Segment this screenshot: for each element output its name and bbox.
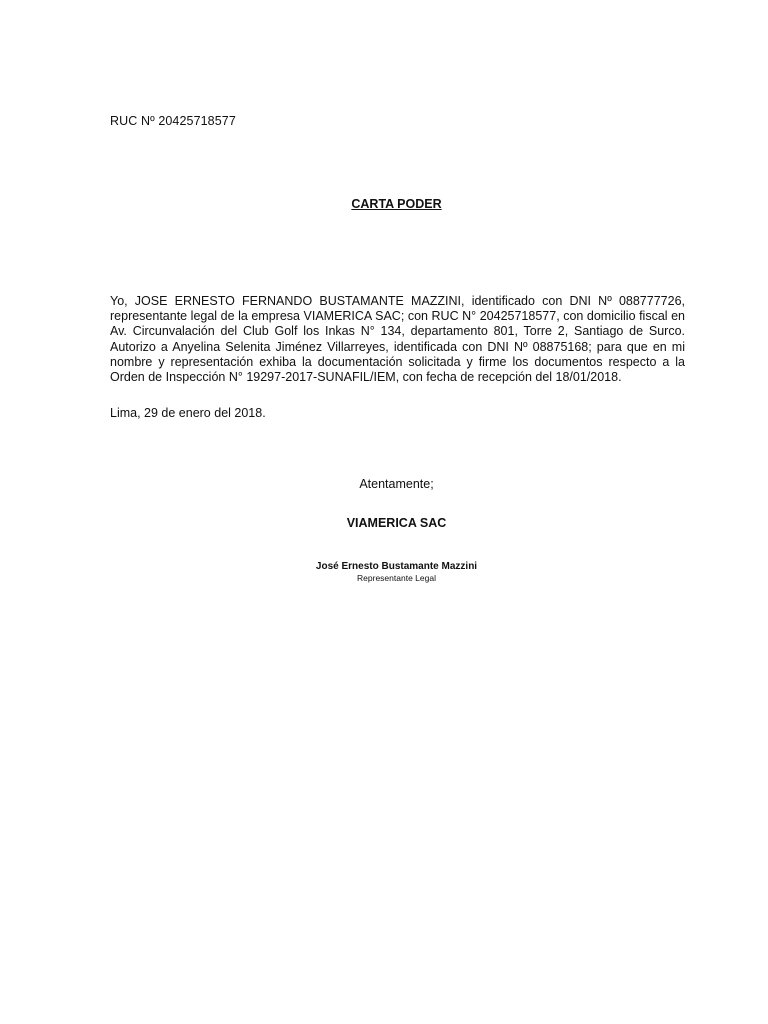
document-title: CARTA PODER [351,197,442,211]
body-paragraph: Yo, JOSE ERNESTO FERNANDO BUSTAMANTE MAZZINI, identificado con DNI Nº 088777726, representante legal de la empresa VIAMERICA SAC; con RUC N° 20425718577, con domicilio fiscal en Av. Circunvalación del Club Golf los Inkas N° 134, departamento 801, Torre 2, Santiago de Surco. Autorizo a Anyelina Selenita Jiménez Villarreyes, identificada con DNI Nº 08875168; para que en mi nombre y representación exhiba la documentación solicitada y firme los documentos respecto a la Orden de Inspección N° 19297-2017-SUNAFIL/IEM, con fecha de recepción del 18/01/2018. [110,294,685,385]
ruc-line: RUC Nº 20425718577 [110,114,236,128]
signer-role: Representante Legal [357,573,436,583]
closing-salutation: Atentamente; [359,477,434,491]
company-name: VIAMERICA SAC [346,516,447,530]
signer-name: José Ernesto Bustamante Mazzini [315,561,478,572]
date-line: Lima, 29 de enero del 2018. [110,406,266,420]
